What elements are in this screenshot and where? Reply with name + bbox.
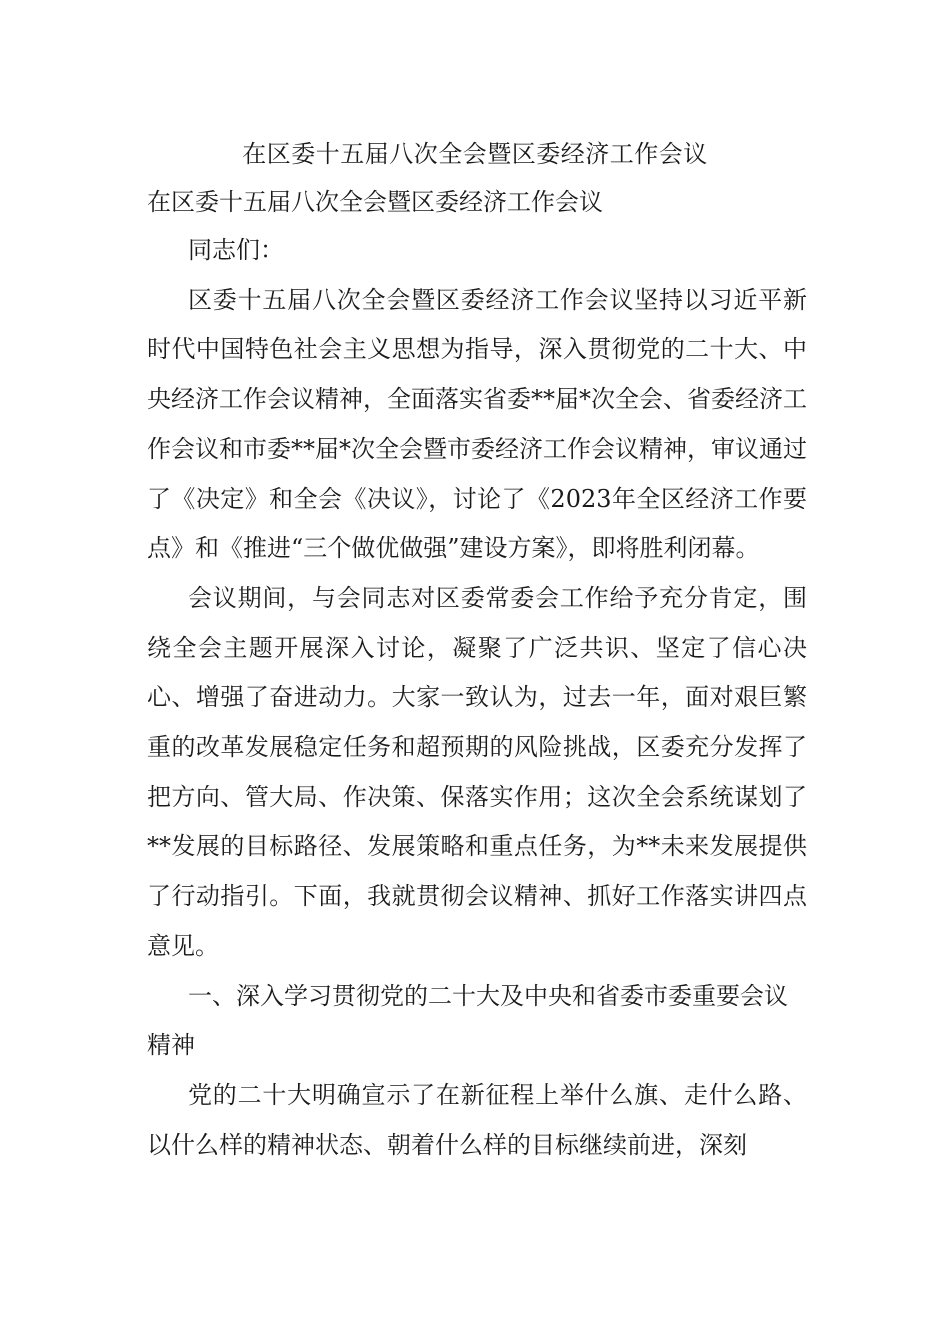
section-heading-1: 一、深入学习贯彻党的二十大及中央和省委市委重要会议精神	[147, 981, 788, 1060]
document-title: 在区委十五届八次全会暨区委经济工作会议	[242, 140, 708, 168]
salutation: 同志们：	[188, 236, 284, 264]
section-paragraph-1: 党的二十大明确宣示了在新征程上举什么旗、走什么路、以什么样的精神状态、朝着什么样的目标继续前进，深刻	[147, 1080, 807, 1159]
document-body	[147, 226, 807, 1170]
document-subtitle: 在区委十五届八次全会暨区委经济工作会议	[147, 188, 603, 216]
paragraph-1: 区委十五届八次全会暨区委经济工作会议坚持以习近平新时代中国特色社会主义思想为指导，深入贯彻党的二十大、中央经济工作会议精神，全面落实省委**届*次全会、省委经济工作会议和市委**届*次全会暨市委经济工作会议精神，审议通过了《决定》和全会《决议》，讨论了《2023年全区经济工作要点》和《推进“三个做优做强”建设方案》，即将胜利闭幕。	[147, 285, 807, 563]
paragraph-2: 会议期间，与会同志对区委常委会工作给予充分肯定，围绕全会主题开展深入讨论，凝聚了广泛共识、坚定了信心决心、增强了奋进动力。大家一致认为，过去一年，面对艰巨繁重的改革发展稳定任务和超预期的风险挑战，区委充分发挥了把方向、管大局、作决策、保落实作用；这次全会系统谋划了**发展的目标路径、发展策略和重点任务，为**未来发展提供了行动指引。下面，我就贯彻会议精神、抓好工作落实讲四点意见。	[147, 583, 807, 960]
